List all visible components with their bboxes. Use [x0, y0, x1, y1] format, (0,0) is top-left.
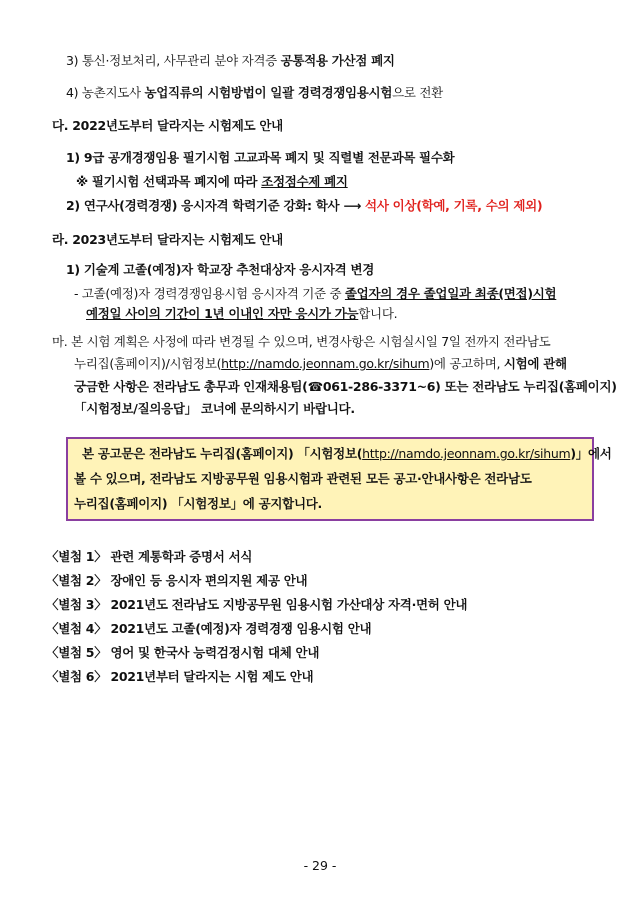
- notice-line-1: [82, 445, 612, 463]
- ma-l2-mid: )에 공고하며,: [429, 356, 504, 371]
- note-underlined: 조정점수제 폐지: [261, 174, 348, 189]
- section-da-note: [76, 173, 348, 191]
- item-2-text: 2) 연구사(경력경쟁) 응시자격 학력기준 강화: 학사 ⟶: [66, 198, 366, 213]
- section-ma-line-2: [74, 355, 567, 373]
- dash-underlined-2: 예정일 사이의 기간이 1년 이내인 자만 응시가 가능: [86, 306, 359, 321]
- section-da-item-2: [66, 197, 542, 215]
- section-da-item-1: 1) 9급 공개경쟁임용 필기시험 고교과목 폐지 및 직렬별 전문과목 필수화: [66, 150, 455, 165]
- attachment-6: 〈별첨 6〉 2021년부터 달라지는 시험 제도 안내: [46, 669, 314, 684]
- item-4: [66, 84, 443, 102]
- notice-box: [66, 437, 612, 521]
- item-2-red: 석사 이상(학예, 기록, 수의 제외): [365, 198, 543, 213]
- item-4-suffix: 으로 전환: [392, 85, 443, 100]
- dash-suffix: 합니다.: [358, 306, 398, 321]
- ma-l2-bold: 시험에 관해: [503, 356, 567, 371]
- attachment-3: 〈별첨 3〉 2021년도 전라남도 지방공무원 임용시험 가산대상 자격·면허 안내: [46, 597, 468, 612]
- section-ra-item-1: 1) 기술계 고졸(예정)자 학교장 추천대상자 응시자격 변경: [66, 262, 374, 277]
- item-3: [66, 52, 395, 70]
- ma-l2-prefix: 누리집(홈페이지)/시험정보(: [74, 356, 222, 371]
- item-3-bold: 공통적용 가산점 폐지: [280, 53, 395, 68]
- note-text: ※ 필기시험 선택과목 폐지에 따라: [76, 174, 262, 189]
- notice-line-3: 누리집(홈페이지) 「시험정보」에 공지합니다.: [74, 496, 322, 511]
- section-ma-line-3: 궁금한 사항은 전라남도 총무과 인재채용팀(☎061-286-3371~6) 또는 전라남도 누리집(홈페이지): [74, 379, 617, 394]
- attachment-5: 〈별첨 5〉 영어 및 한국사 능력검정시험 대체 안내: [46, 645, 320, 660]
- section-ra-dash-line-1: [74, 285, 556, 303]
- section-heading-da: 다. 2022년도부터 달라지는 시험제도 안내: [52, 118, 283, 133]
- section-ma-line-4: 「시험정보/질의응답」 코너에 문의하시기 바랍니다.: [74, 401, 355, 416]
- attachment-4: 〈별첨 4〉 2021년도 고졸(예정)자 경력경쟁 임용시험 안내: [46, 621, 372, 636]
- page-number: - 29 -: [303, 858, 337, 873]
- attachment-1: 〈별첨 1〉 관련 계통학과 증명서 서식: [46, 549, 253, 564]
- section-ma-line-1: 마. 본 시험 계획은 사정에 따라 변경될 수 있으며, 변경사항은 시험실시일 7일 전까지 전라남도: [52, 334, 551, 349]
- item-4-text: 4) 농촌지도사: [66, 85, 145, 100]
- dash-underlined-1: 졸업자의 경우 졸업일과 최종(면접)시험: [344, 286, 557, 301]
- notice-link[interactable]: http://namdo.jeonnam.go.kr/sihum: [362, 446, 571, 461]
- notice-line-2: 볼 수 있으며, 전라남도 지방공무원 임용시험과 관련된 모든 공고·안내사항은 전라남도: [74, 471, 532, 486]
- attachment-2: 〈별첨 2〉 장애인 등 응시자 편의지원 제공 안내: [46, 573, 308, 588]
- sihum-link[interactable]: http://namdo.jeonnam.go.kr/sihum: [221, 356, 430, 371]
- notice-l1-suffix: )」에서: [570, 446, 612, 461]
- item-3-text: 3) 통신·정보처리, 사무관리 분야 자격증: [66, 53, 281, 68]
- section-ra-dash-line-2: [86, 305, 397, 323]
- section-heading-ra: 라. 2023년도부터 달라지는 시험제도 안내: [52, 232, 283, 247]
- notice-l1-prefix: 본 공고문은 전라남도 누리집(홈페이지) 「시험정보(: [82, 446, 363, 461]
- dash-text: - 고졸(예정)자 경력경쟁임용시험 응시자격 기준 중: [74, 286, 345, 301]
- item-4-bold: 농업직류의 시험방법이 일괄 경력경쟁임용시험: [144, 85, 393, 100]
